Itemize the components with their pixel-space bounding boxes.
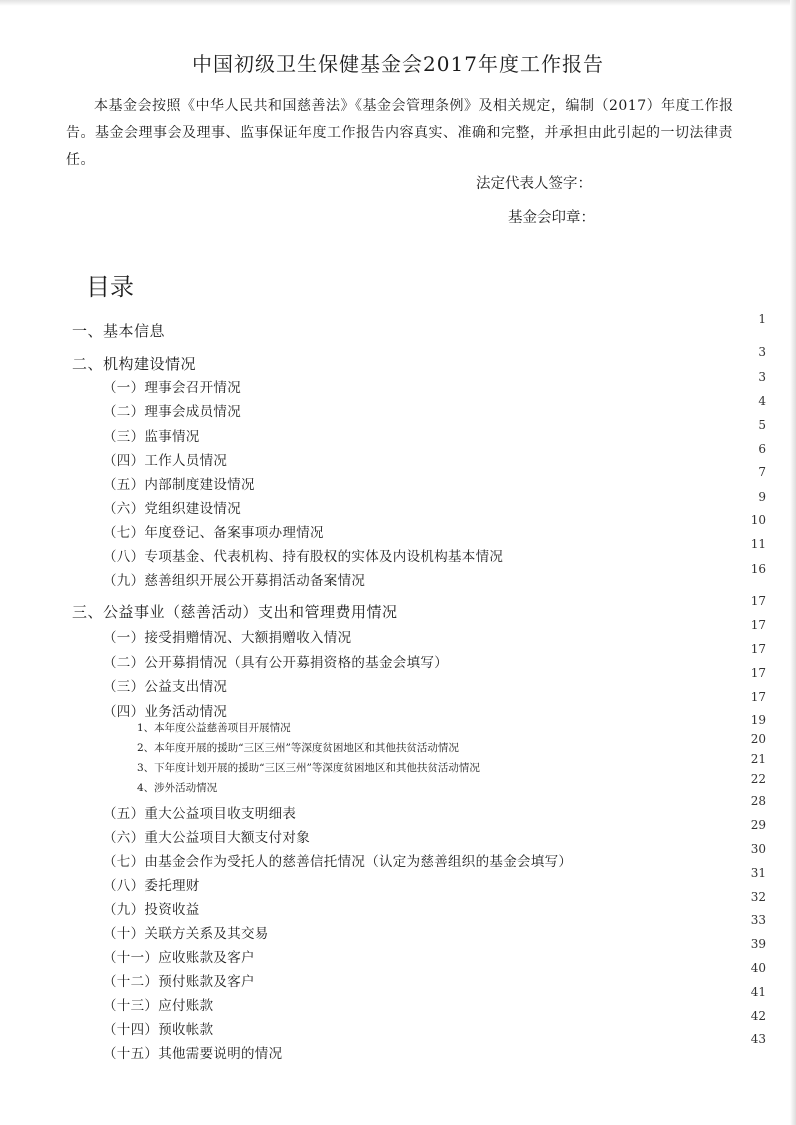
- toc-page-number: 40: [750, 961, 766, 975]
- toc-page-number: 17: [750, 594, 766, 608]
- toc-entry: （二）理事会成员情况: [103, 404, 241, 420]
- toc-entry: （十二）预付账款及客户: [103, 974, 255, 990]
- toc-page-number: 4: [758, 394, 766, 408]
- toc-page-number: 10: [750, 513, 766, 527]
- toc-entry: 2、本年度开展的援助“三区三州”等深度贫困地区和其他扶贫活动情况: [137, 742, 459, 754]
- toc-page-number: 29: [750, 818, 766, 832]
- toc-page-number: 11: [750, 537, 766, 551]
- toc-entry: （九）慈善组织开展公开募捐活动备案情况: [103, 573, 366, 589]
- toc-page-number: 7: [758, 465, 766, 479]
- toc-entry: 1、本年度公益慈善项目开展情况: [137, 722, 291, 734]
- toc-page-number: 28: [750, 794, 766, 808]
- toc-entry: （一）理事会召开情况: [103, 380, 241, 396]
- toc-page-number: 17: [750, 642, 766, 656]
- toc-entry: （十三）应付账款: [103, 998, 214, 1014]
- toc-entry: （九）投资收益: [103, 902, 200, 918]
- toc-page-number: 33: [750, 913, 766, 927]
- toc-entry: （七）由基金会作为受托人的慈善信托情况（认定为慈善组织的基金会填写）: [103, 854, 573, 870]
- toc-page-number: 39: [750, 937, 766, 951]
- toc-entry: 三、公益事业（慈善活动）支出和管理费用情况: [72, 603, 398, 621]
- toc-page-number: 3: [758, 370, 766, 384]
- toc-page-number: 6: [758, 442, 766, 456]
- report-title: 中国初级卫生保健基金会2017年度工作报告: [192, 52, 604, 76]
- foundation-seal-label: 基金会印章：: [508, 210, 595, 226]
- toc-entry: （一）接受捐赠情况、大额捐赠收入情况: [103, 630, 352, 646]
- toc-entry: （四）工作人员情况: [103, 453, 228, 469]
- toc-heading: 目录: [86, 273, 134, 301]
- intro-paragraph: 本基金会按照《中华人民共和国慈善法》《基金会管理条例》及相关规定，编制（2017）年度工作报告。基金会理事会及理事、监事保证年度工作报告内容真实、准确和完整，并承担由此引起的一切法律责任。: [66, 98, 734, 168]
- toc-entry: （十一）应收账款及客户: [103, 950, 255, 966]
- scan-edge-top: [0, 0, 796, 6]
- toc-page-number: 16: [750, 562, 766, 576]
- toc-entry: （二）公开募捐情况（具有公开募捐资格的基金会填写）: [103, 655, 448, 671]
- toc-entry: （三）监事情况: [103, 429, 200, 445]
- scan-edge-right: [790, 0, 796, 1125]
- toc-entry: （五）内部制度建设情况: [103, 477, 255, 493]
- toc-page-number: 20: [750, 732, 766, 746]
- legal-representative-signature-label: 法定代表人签字：: [476, 176, 592, 192]
- toc-page-number: 22: [750, 772, 766, 786]
- toc-entry: （八）专项基金、代表机构、持有股权的实体及内设机构基本情况: [103, 549, 504, 565]
- toc-entry: （三）公益支出情况: [103, 679, 228, 695]
- toc-page-number: 17: [750, 618, 766, 632]
- toc-page-number: 43: [750, 1032, 766, 1046]
- toc-entry: （八）委托理财: [103, 878, 200, 894]
- toc-page-number: 5: [758, 418, 766, 432]
- toc-page-number: 9: [758, 490, 766, 504]
- toc-page-number: 1: [758, 312, 766, 326]
- toc-entry: （六）重大公益项目大额支付对象: [103, 830, 310, 846]
- toc-page-number: 31: [750, 866, 766, 880]
- toc-entry: （五）重大公益项目收支明细表: [103, 806, 297, 822]
- toc-page-number: 30: [750, 842, 766, 856]
- toc-entry: 二、机构建设情况: [72, 355, 197, 373]
- toc-page-number: 19: [750, 713, 766, 727]
- toc-entry: （四）业务活动情况: [103, 704, 228, 720]
- toc-entry: 3、下年度计划开展的援助“三区三州”等深度贫困地区和其他扶贫活动情况: [137, 762, 480, 774]
- toc-page-number: 41: [750, 985, 766, 999]
- toc-page-number: 21: [750, 752, 766, 766]
- toc-page-number: 17: [750, 666, 766, 680]
- toc-page-number: 3: [758, 345, 766, 359]
- toc-page-number: 17: [750, 690, 766, 704]
- toc-entry: （六）党组织建设情况: [103, 501, 241, 517]
- toc-entry: （十四）预收帐款: [103, 1022, 214, 1038]
- toc-entry: （七）年度登记、备案事项办理情况: [103, 525, 324, 541]
- toc-entry: （十五）其他需要说明的情况: [103, 1046, 283, 1062]
- toc-page-number: 42: [750, 1009, 766, 1023]
- toc-entry: 一、基本信息: [72, 322, 166, 340]
- toc-page-number: 32: [750, 890, 766, 904]
- toc-entry: （十）关联方关系及其交易: [103, 926, 269, 942]
- toc-entry: 4、涉外活动情况: [137, 782, 218, 794]
